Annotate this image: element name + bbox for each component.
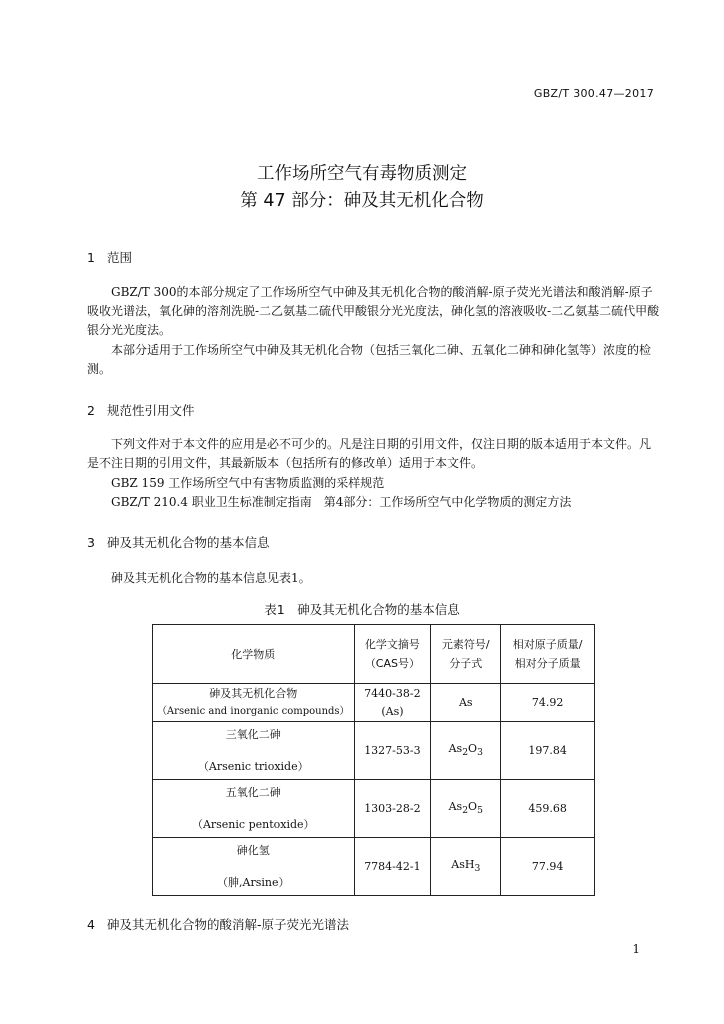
- table-row: [153, 838, 595, 896]
- cell-substance: [153, 838, 355, 896]
- cell-cas: 1327-53-3: [354, 722, 431, 780]
- cell-substance: [153, 684, 355, 722]
- references-paragraph: 下列文件对于本文件的应用是必不可少的。凡是注日期的引用文件，仅注日期的版本适用于本文件。凡是不注日期的引用文件，其最新版本（包括所有的修改单）适用于本文件。: [87, 437, 652, 470]
- substance-cn: 三氧化二砷: [225, 727, 281, 741]
- section-number: 2: [87, 403, 95, 418]
- cas-element: (As): [381, 704, 404, 718]
- header-text: 化学文摘号: [364, 638, 420, 651]
- section-title: 规范性引用文件: [107, 403, 195, 418]
- section-heading-method: [87, 915, 349, 933]
- header-text: （CAS号）: [364, 657, 421, 670]
- table-header-row: [153, 625, 595, 684]
- substance-cn: 砷及其无机化合物: [209, 686, 298, 700]
- cell-mass: 197.84: [501, 722, 595, 780]
- cell-formula: [431, 780, 501, 838]
- formula: O: [468, 800, 478, 814]
- table-row: [153, 684, 595, 722]
- substance-en: （Arsenic pentoxide）: [191, 817, 315, 831]
- formula: AsH: [451, 858, 475, 872]
- reference-item: GBZ/T 210.4 职业卫生标准制定指南 第4部分：工作场所空气中化学物质的测定方法: [111, 495, 572, 509]
- cell-substance: [153, 780, 355, 838]
- section-number: 1: [87, 250, 95, 265]
- section-title: 砷及其无机化合物的基本信息: [107, 535, 270, 550]
- section-title: 砷及其无机化合物的酸消解-原子荧光光谱法: [107, 917, 350, 932]
- section-heading-basic-info: [87, 533, 270, 551]
- cell-formula: [431, 838, 501, 896]
- section-number: 3: [87, 535, 95, 550]
- header-text: 元素符号/: [441, 638, 490, 651]
- formula-subscript: 2: [462, 747, 469, 759]
- scope-paragraph-2: 本部分适用于工作场所空气中砷及其无机化合物（包括三氧化二砷、五氧化二砷和砷化氢等）浓度的检测。: [87, 343, 652, 376]
- scope-paragraph-1: GBZ/T 300的本部分规定了工作场所空气中砷及其无机化合物的酸消解-原子荧光光谱法和酸消解-原子吸收光谱法，氧化砷的溶剂洗脱-二乙氨基二硫代甲酸银分光光度法，砷化氢的溶液吸收-二乙氨基二硫代甲酸银分光光度法。: [87, 285, 660, 337]
- cell-substance: [153, 722, 355, 780]
- basic-info-table: [152, 624, 595, 896]
- table-row: [153, 780, 595, 838]
- substance-en: （Arsenic trioxide）: [197, 759, 309, 773]
- section-heading-references: [87, 401, 195, 419]
- section-heading-scope: [87, 248, 132, 266]
- table-row: [153, 722, 595, 780]
- document-subtitle: 第 47 部分：砷及其无机化合物: [240, 191, 484, 211]
- cell-cas: 7784-42-1: [354, 838, 431, 896]
- cell-cas: [354, 684, 431, 722]
- header-cas: [354, 625, 431, 684]
- document-title: 工作场所空气有毒物质测定: [257, 164, 467, 184]
- cell-mass: 74.92: [501, 684, 595, 722]
- standard-number: GBZ/T 300.47—2017: [533, 87, 654, 100]
- header-substance: 化学物质: [153, 625, 355, 684]
- section-title: 范围: [107, 250, 133, 265]
- cell-mass: 459.68: [501, 780, 595, 838]
- cas-number: 7440-38-2: [364, 686, 421, 700]
- formula-subscript: 3: [474, 863, 481, 875]
- formula: As: [458, 695, 473, 709]
- header-text: 相对原子质量/: [512, 638, 583, 651]
- basic-info-paragraph: 砷及其无机化合物的基本信息见表1。: [111, 571, 311, 585]
- header-text: 分子式: [449, 657, 483, 670]
- formula: O: [468, 742, 478, 756]
- formula-subscript: 3: [477, 747, 483, 759]
- header-mass: [501, 625, 595, 684]
- section-number: 4: [87, 917, 95, 932]
- cell-formula: [431, 722, 501, 780]
- table-caption: 表1 砷及其无机化合物的基本信息: [264, 602, 460, 617]
- header-formula: [431, 625, 501, 684]
- substance-en: （胂,Arsine）: [217, 875, 290, 889]
- formula: As: [448, 800, 463, 814]
- substance-cn: 五氧化二砷: [225, 785, 281, 799]
- page-number: 1: [632, 942, 640, 956]
- reference-item: GBZ 159 工作场所空气中有害物质监测的采样规范: [111, 476, 385, 490]
- header-text: 相对分子质量: [514, 657, 581, 670]
- substance-cn: 砷化氢: [236, 843, 270, 857]
- cell-mass: 77.94: [501, 838, 595, 896]
- formula: As: [448, 742, 463, 756]
- substance-en: （Arsenic and inorganic compounds）: [156, 705, 350, 717]
- formula-subscript: 2: [462, 805, 469, 817]
- cell-formula: [431, 684, 501, 722]
- cell-cas: 1303-28-2: [354, 780, 431, 838]
- formula-subscript: 5: [477, 805, 483, 817]
